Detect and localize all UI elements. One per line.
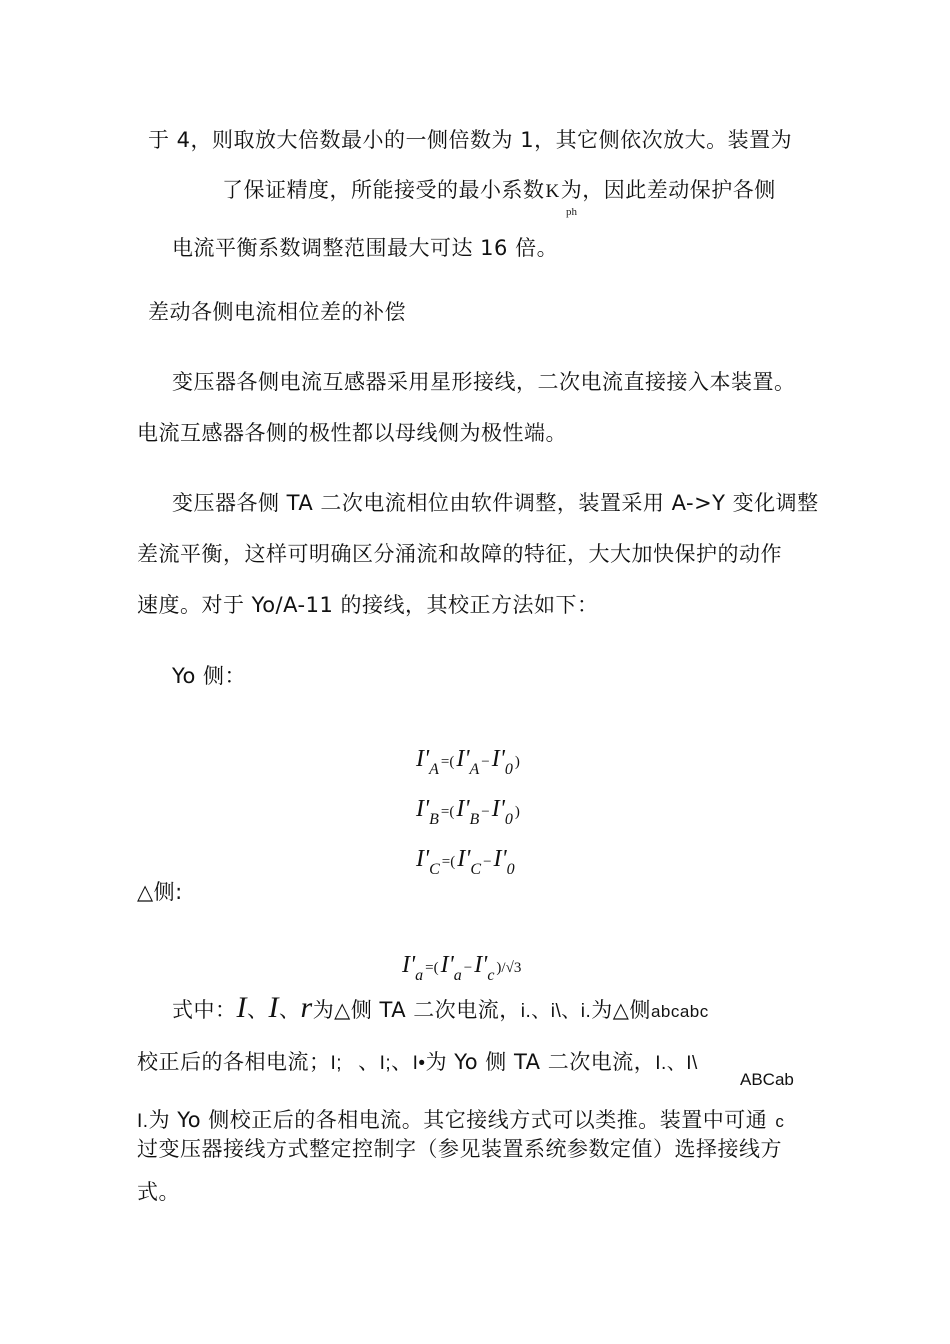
paragraph-1-line-1: 变压器各侧电流互感器采用星形接线，二次电流直接接入本装置。 — [172, 370, 796, 394]
text-line-2 — [222, 176, 776, 206]
eq4-close: )/√3 — [496, 960, 522, 976]
where-post-text: 为△侧 — [591, 998, 651, 1022]
equation-ib — [416, 794, 522, 827]
eq1-equals: =( — [440, 754, 455, 770]
section-heading: 差动各侧电流相位差的补偿 — [148, 300, 406, 324]
eq3-term1: I' — [457, 846, 471, 872]
where2-sep-2: 、 — [391, 1050, 413, 1074]
where2-abc-subs: ABCab — [740, 1070, 794, 1089]
eq2-term1: I' — [456, 796, 470, 822]
equation-ia-delta — [402, 950, 523, 983]
where-sep-2: 、 — [279, 998, 301, 1022]
paragraph-2-line-2: 差流平衡，这样可明确区分涌流和故障的特征，大大加快保护的动作 — [137, 542, 782, 566]
where-symbol-i2: I — [268, 991, 279, 1024]
eq2-lhs-sub: B — [429, 811, 439, 828]
where-mid-text: 为△侧 TA 二次电流， — [312, 998, 521, 1022]
where-line-4: 过变压器接线方式整定控制字（参见装置系统参数定值）选择接线方 — [137, 1137, 782, 1161]
eq1-term1-sub: A — [469, 761, 480, 778]
yo-side-label: Yo 侧： — [172, 664, 247, 688]
where-line-1 — [172, 991, 709, 1026]
paragraph-1-line-2: 电流互感器各侧的极性都以母线侧为极性端。 — [137, 421, 567, 445]
eq1-term2-sub: 0 — [504, 761, 513, 778]
eq2-term2-sub: 0 — [504, 811, 513, 828]
text-line-3: 电流平衡系数调整范围最大可达 16 倍。 — [172, 236, 559, 260]
where2-symbol-4: I.、I\ — [655, 1053, 698, 1074]
eq3-term1-sub: C — [470, 861, 482, 878]
eq1-minus: − — [481, 754, 490, 770]
eq3-lhs-sub: C — [429, 861, 440, 878]
eq2-equals: =( — [440, 804, 455, 820]
where2-symbol-3: I• — [412, 1053, 426, 1074]
delta-side-label: △侧: — [137, 880, 183, 904]
eq3-equals: =( — [441, 854, 456, 870]
where2-text-a: 校正后的各相电流； — [137, 1050, 331, 1074]
where-abc-subs: abcabc — [650, 1002, 709, 1021]
where2-text-g: 为 Yo 侧 TA 二次电流， — [425, 1050, 656, 1074]
where-line-5: 式。 — [137, 1180, 180, 1204]
eq1-lhs: I' — [416, 746, 430, 772]
eq2-term2: I' — [491, 796, 505, 822]
eq4-term2-sub: c — [487, 967, 495, 984]
text-line-2-part-a: 了保证精度，所能接受的最小系数 — [222, 178, 545, 202]
eq1-term2: I' — [491, 746, 505, 772]
eq1-lhs-sub: A — [429, 761, 439, 778]
text-line-2-part-b: 为，因此差动保护各侧 — [560, 178, 776, 202]
eq4-term2: I' — [474, 952, 488, 978]
where-line-3 — [137, 1106, 784, 1136]
where2-symbol-1: I; — [330, 1053, 343, 1074]
where-sep-1: 、 — [247, 998, 269, 1022]
where3-text: 为 Yo 侧校正后的各相电流。其它接线方式可以类推。装置中可通 — [148, 1108, 768, 1132]
eq3-term2: I' — [493, 846, 507, 872]
eq2-term1-sub: B — [469, 811, 480, 828]
eq2-minus: − — [481, 804, 490, 820]
where3-sub-c: c — [775, 1112, 785, 1131]
text-line-1: 于 4，则取放大倍数最小的一侧倍数为 1，其它侧依次放大。装置为 — [148, 128, 793, 152]
where-line-2 — [137, 1048, 698, 1078]
eq3-minus: − — [483, 854, 492, 870]
where-symbol-r: r — [300, 991, 313, 1024]
eq4-equals: =( — [425, 960, 439, 976]
coefficient-k: K — [545, 181, 560, 202]
eq3-term2-sub: 0 — [506, 861, 515, 878]
equation-ic — [416, 844, 519, 877]
paragraph-2-line-1: 变压器各侧 TA 二次电流相位由软件调整，装置采用 A->Y 变化调整 — [172, 491, 819, 515]
eq2-close: ) — [514, 804, 520, 820]
eq4-term1: I' — [440, 952, 454, 978]
where2-sep-1: 、 — [358, 1050, 380, 1074]
eq2-lhs: I' — [416, 796, 430, 822]
eq1-term1: I' — [456, 746, 470, 772]
eq4-lhs: I' — [402, 952, 416, 978]
eq4-minus: − — [463, 960, 473, 976]
equation-ia — [416, 744, 522, 777]
where-prefix: 式中： — [172, 998, 237, 1022]
where2-symbol-2: I; — [379, 1053, 392, 1074]
eq4-term1-sub: a — [453, 967, 462, 984]
eq1-close: ) — [514, 754, 520, 770]
eq4-lhs-sub: a — [415, 967, 424, 984]
where-i-symbols: i.、i\、i. — [520, 1001, 592, 1022]
paragraph-2-line-3: 速度。对于 Yo/A-11 的接线，其校正方法如下： — [137, 593, 599, 617]
where-symbol-i1: I — [236, 991, 247, 1024]
subscript-ph: ph — [566, 206, 577, 218]
eq3-lhs: I' — [416, 846, 430, 872]
where3-symbol: I. — [137, 1111, 149, 1132]
